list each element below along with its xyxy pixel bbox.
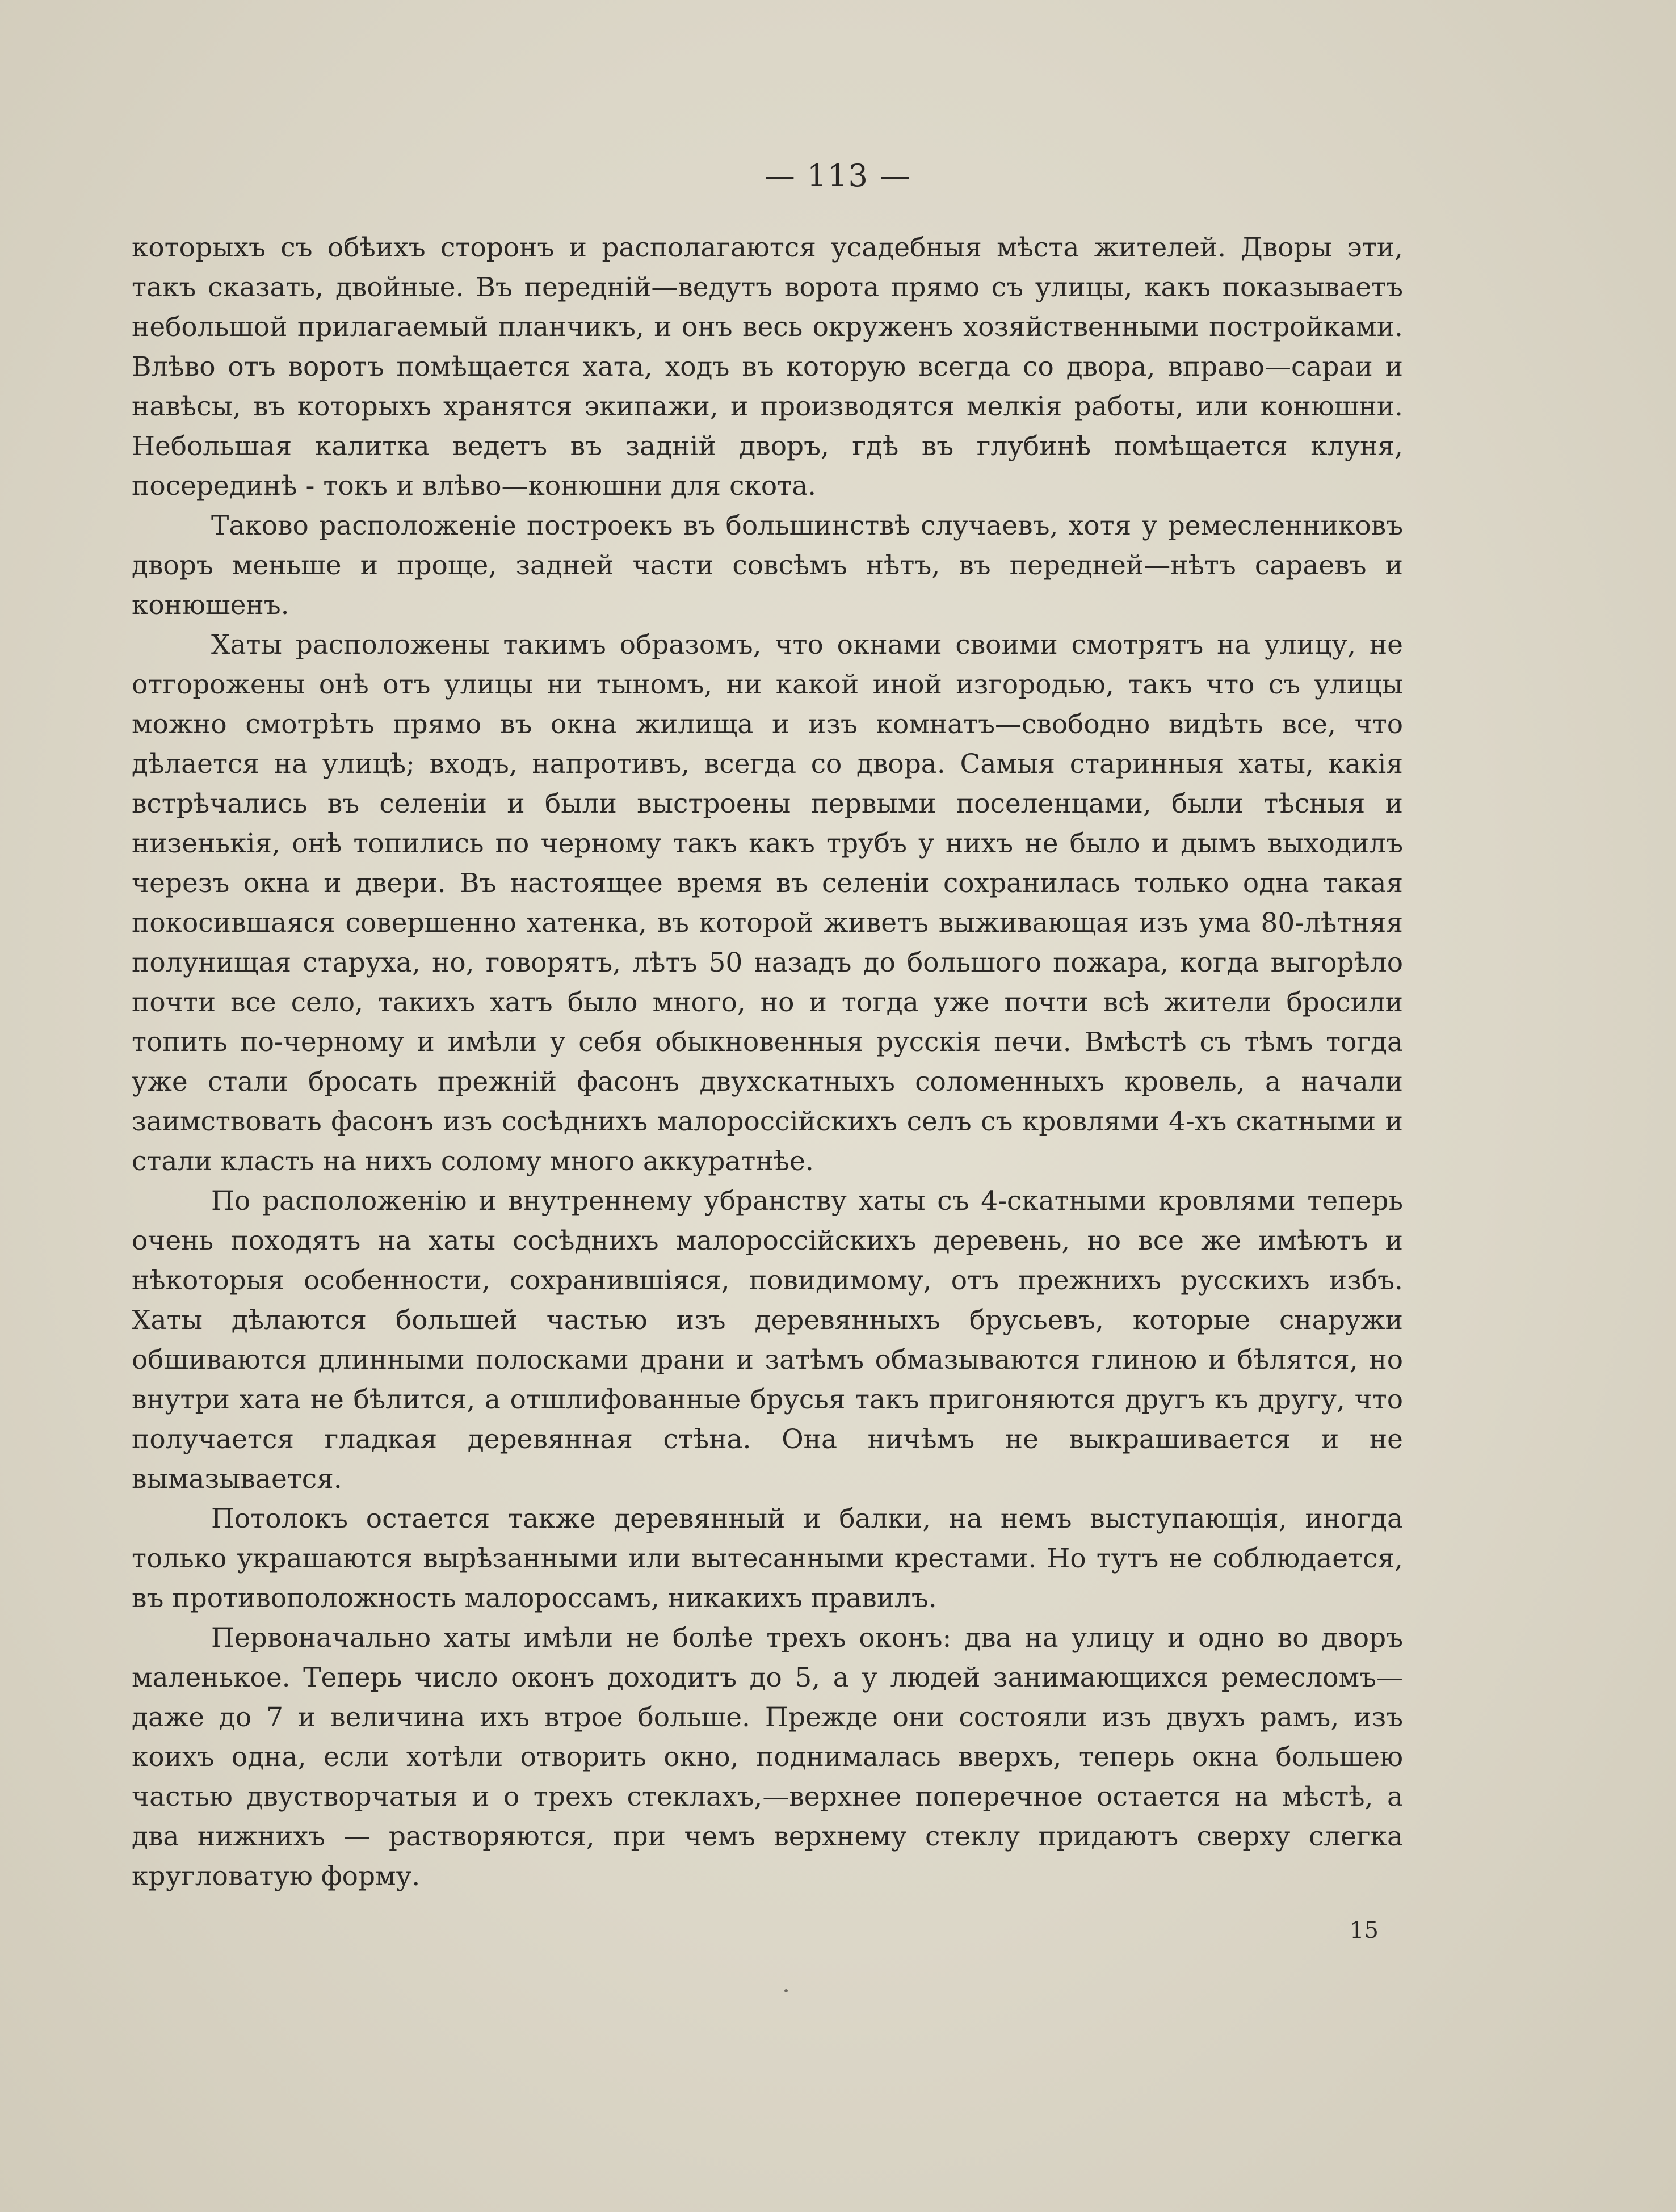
paragraph-3: Хаты расположены такимъ образомъ, что окнами своими смотрятъ на улицу, не отгорожены онѣ отъ улицы ни тыномъ, ни какой иной изгородью, такъ что съ улицы можно смотрѣть прямо въ окна жилища и изъ комнатъ—свободно видѣть все, что дѣлается на улицѣ; входъ, напротивъ, всегда со двора. Самыя старинныя хаты, какія встрѣчались въ селеніи и были выстроены первыми поселенцами, были тѣсныя и низенькія, онѣ топились по черному такъ какъ трубъ у нихъ не было и дымъ выходилъ черезъ окна и двери. Въ настоящее время въ селеніи сохранилась только одна такая покосившаяся совершенно хатенка, въ которой живетъ выживающая изъ ума 80-лѣтняя полунищая старуха, но, говорятъ, лѣтъ 50 назадъ до большого пожара, когда выгорѣло почти все село, такихъ хатъ было много, но и тогда уже почти всѣ жители бросили топить по-черному и имѣли у себя обыкновенныя русскія печи. Вмѣстѣ съ тѣмъ тогда уже стали бросать прежній фасонъ двухскатныхъ соломенныхъ кровель, а начали заимствовать фасонъ изъ сосѣднихъ малороссійскихъ селъ съ кровлями 4-хъ скатными и стали класть на нихъ солому много аккуратнѣе. [132, 629, 1403, 1177]
page-number: — 113 — [764, 158, 912, 194]
paragraph-2: Таково расположеніе построекъ въ большинствѣ случаевъ, хотя у ремесленниковъ дворъ меньше и проще, задней части совсѣмъ нѣтъ, въ передней—нѣтъ сараевъ и конюшенъ. [132, 510, 1403, 621]
body-text [132, 228, 1403, 1896]
paper-speck [784, 1989, 788, 1992]
paragraph-1: которыхъ съ обѣихъ сторонъ и располагаются усадебныя мѣста жителей. Дворы эти, такъ сказать, двойные. Въ передній—ведутъ ворота прямо съ улицы, какъ показываетъ небольшой прилагаемый планчикъ, и онъ весь окруженъ хозяйственными постройками. Влѣво отъ воротъ помѣщается хата, ходъ въ которую всегда со двора, вправо—сараи и навѣсы, въ которыхъ хранятся экипажи, и производятся мелкія работы, или конюшни. Небольшая калитка ведетъ въ задній дворъ, гдѣ въ глубинѣ помѣщается клуня, посерединѣ - токъ и влѣво—конюшни для скота. [132, 232, 1403, 502]
paragraph-4: По расположенію и внутреннему убранству хаты съ 4-скатными кровлями теперь очень походятъ на хаты сосѣднихъ малороссійскихъ деревень, но все же имѣютъ и нѣкоторыя особенности, сохранившіяся, повидимому, отъ прежнихъ русскихъ избъ. Хаты дѣлаются большей частью изъ деревянныхъ брусьевъ, которые снаружи обшиваются длинными полосками драни и затѣмъ обмазываются глиною и бѣлятся, но внутри хата не бѣлится, а отшлифованные брусья такъ пригоняются другъ къ другу, что получается гладкая деревянная стѣна. Она ничѣмъ не выкрашивается и не вымазывается. [132, 1185, 1403, 1495]
paragraph-5: Потолокъ остается также деревянный и балки, на немъ выступающія, иногда только украшаются вырѣзанными или вытесанными крестами. Но тутъ не соблюдается, въ противоположность малороссамъ, никакихъ правилъ. [132, 1503, 1403, 1614]
sheet-signature: 15 [1350, 1917, 1379, 1944]
paragraph-6: Первоначально хаты имѣли не болѣе трехъ оконъ: два на улицу и одно во дворъ маленькое. Теперь число оконъ доходитъ до 5, а у людей занимающихся ремесломъ—даже до 7 и величина ихъ втрое больше. Прежде они состояли изъ двухъ рамъ, изъ коихъ одна, если хотѣли отворить окно, поднималась вверхъ, теперь окна большею частью двустворчатыя и о трехъ стеклахъ,—верхнее поперечное остается на мѣстѣ, а два нижнихъ — растворяются, при чемъ верхнему стеклу придаютъ сверху слегка кругловатую форму. [132, 1622, 1403, 1892]
